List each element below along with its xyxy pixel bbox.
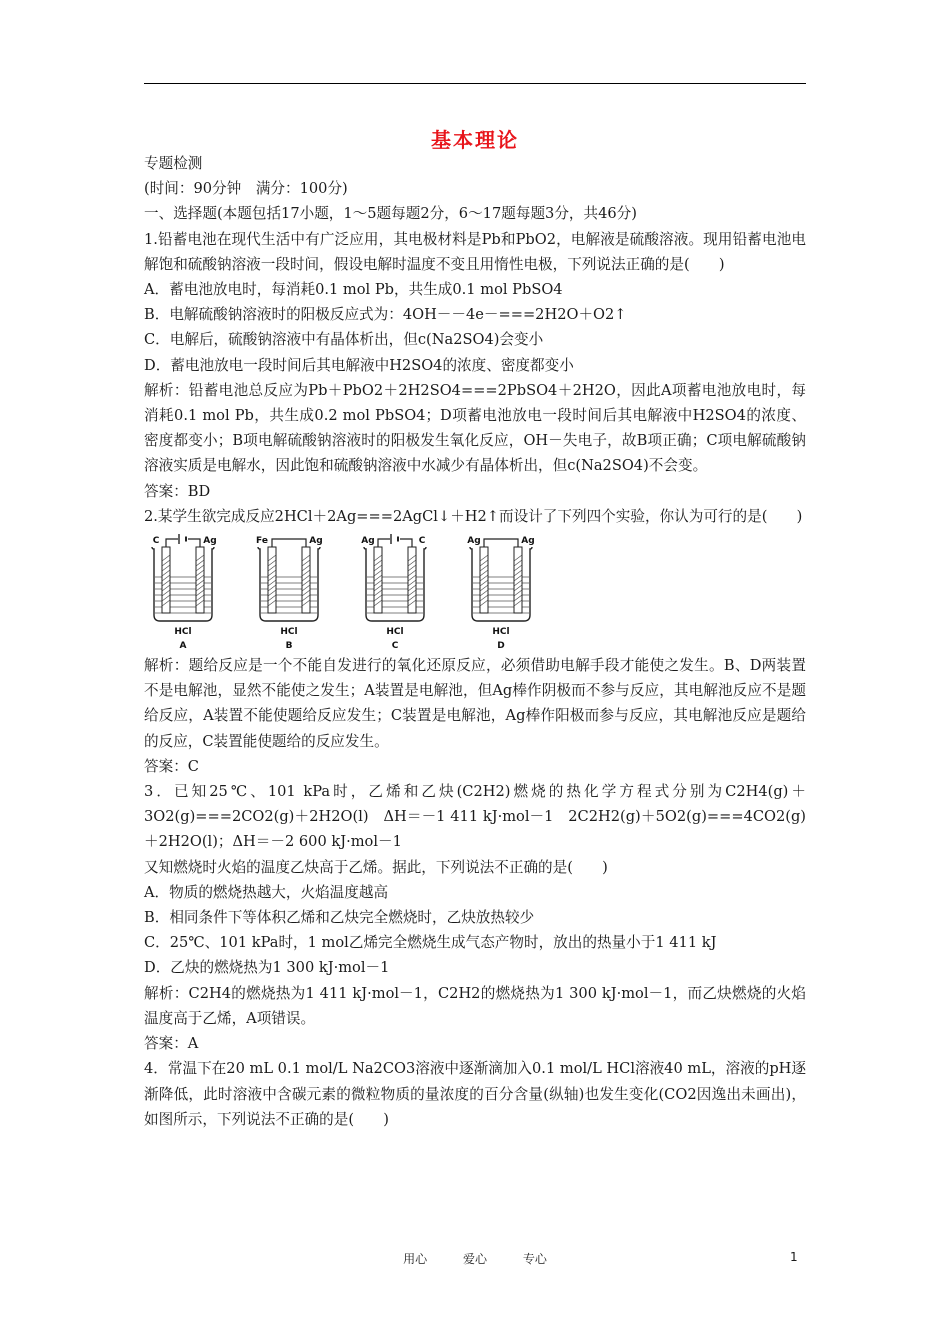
solution-label: HCl xyxy=(280,627,298,638)
q3-option-b: B．相同条件下等体积乙烯和乙炔完全燃烧时，乙炔放热较少 xyxy=(144,909,535,927)
apparatus-figure-b xyxy=(250,533,328,651)
q3-answer: 答案：A xyxy=(144,1035,199,1053)
time-score-line: (时间：90分钟 满分：100分) xyxy=(144,180,348,198)
beaker xyxy=(470,547,532,621)
q3-stem-continued: 又知燃烧时火焰的温度乙炔高于乙烯。据此，下列说法不正确的是( ) xyxy=(144,858,608,876)
section-heading: 一、选择题(本题包括17小题，1～5题每题2分，6～17题每题3分，共46分) xyxy=(144,205,637,223)
right-electrode-label: Ag xyxy=(521,536,535,547)
figure-letter: D xyxy=(497,641,505,652)
footer-word-3: 专心 xyxy=(522,1252,547,1266)
q2-figures xyxy=(144,533,806,651)
footer-word-1: 用心 xyxy=(403,1252,428,1266)
q3-analysis: 解析：C2H4的燃烧热为1 411 kJ·mol－1，C2H2的燃烧热为1 300 kJ·mol－1，而乙炔燃烧的火焰温度高于乙烯，A项错误。 xyxy=(144,984,806,1027)
left-electrode-label: Fe xyxy=(256,536,268,547)
left-electrode-label: Ag xyxy=(467,536,481,547)
q3-stem: 3．已知25℃、101 kPa时，乙烯和乙炔(C2H2)燃烧的热化学方程式分别为C2H4(g)＋3O2(g)===2CO2(g)＋2H2O(l) ΔH＝－1 411 kJ·mol－1 2C2H2(g)＋5O2(g)===4CO2(g)＋2H2O(l)；ΔH＝－2 600 kJ·mol－1 xyxy=(144,783,806,851)
q1-option-b: B．电解硫酸钠溶液时的阳极反应式为：4OH－－4e－===2H2O＋O2↑ xyxy=(144,306,627,324)
q3-option-c: C．25℃、101 kPa时，1 mol乙烯完全燃烧生成气态产物时，放出的热量小于1 411 kJ xyxy=(144,934,717,952)
page-title: 基本理论 xyxy=(431,128,519,152)
header-rule xyxy=(144,83,806,84)
q1-stem: 1.铅蓄电池在现代生活中有广泛应用，其电极材料是Pb和PbO2，电解液是硫酸溶液。现用铅蓄电池电解饱和硫酸钠溶液一段时间，假设电解时温度不变且用惰性电极，下列说法正确的是( ) xyxy=(144,230,806,273)
footer-word-2: 爱心 xyxy=(462,1252,487,1266)
page-number: 1 xyxy=(790,1250,798,1264)
q2-answer: 答案：C xyxy=(144,757,199,775)
q4-stem: 4．常温下在20 mL 0.1 mol/L Na2CO3溶液中逐渐滴加入0.1 mol/L HCl溶液40 mL，溶液的pH逐渐降低，此时溶液中含碳元素的微粒物质的量浓度的百分含量(纵轴)也发生变化(CO2因逸出未画出)，如图所示，下列说法不正确的是( ) xyxy=(144,1060,806,1128)
q1-analysis: 解析：铅蓄电池总反应为Pb＋PbO2＋2H2SO4===2PbSO4＋2H2O，因此A项蓄电池放电时，每消耗0.1 mol Pb，共生成0.2 mol PbSO4；D项蓄电池放电一段时间后其电解液中H2SO4的浓度、密度都变小；B项电解硫酸钠溶液时的阳极发生氧化反应，OH－失电子，故B项正确；C项电解硫酸钠溶液实质是电解水，因此饱和硫酸钠溶液中水减少有晶体析出，但c(Na2SO4)不会变。 xyxy=(144,381,806,475)
right-electrode-label: Ag xyxy=(203,536,217,547)
beaker xyxy=(364,547,426,621)
q1-option-c: C．电解后，硫酸钠溶液中有晶体析出，但c(Na2SO4)会变小 xyxy=(144,331,544,349)
wire xyxy=(484,539,518,547)
wire xyxy=(166,539,200,547)
beaker xyxy=(152,547,214,621)
figure-letter: C xyxy=(391,641,399,652)
right-electrode-label: C xyxy=(418,536,426,547)
left-electrode-label: Ag xyxy=(361,536,375,547)
apparatus-figure-c xyxy=(356,533,434,651)
q1-option-d: D．蓄电池放电一段时间后其电解液中H2SO4的浓度、密度都变小 xyxy=(144,356,574,374)
q1-option-a: A．蓄电池放电时，每消耗0.1 mol Pb，共生成0.1 mol PbSO4 xyxy=(144,281,563,299)
wire xyxy=(378,539,412,547)
q3-option-d: D．乙炔的燃烧热为1 300 kJ·mol－1 xyxy=(144,959,390,977)
q1-answer: 答案：BD xyxy=(144,482,211,500)
solution-label: HCl xyxy=(386,627,404,638)
q3-option-a: A．物质的燃烧热越大，火焰温度越高 xyxy=(144,883,389,901)
figure-letter: A xyxy=(179,641,187,652)
apparatus-figure-a xyxy=(144,533,222,651)
solution-label: HCl xyxy=(174,627,192,638)
q2-stem: 2.某学生欲完成反应2HCl＋2Ag===2AgCl↓＋H2↑而设计了下列四个实验，你认为可行的是( ) xyxy=(144,507,803,525)
document-body xyxy=(144,151,806,1132)
beaker xyxy=(258,547,320,621)
solution-label: HCl xyxy=(492,627,510,638)
apparatus-figure-d xyxy=(462,533,540,651)
right-electrode-label: Ag xyxy=(309,536,323,547)
page-footer xyxy=(0,1250,950,1267)
left-electrode-label: C xyxy=(152,536,160,547)
q2-analysis: 解析：题给反应是一个不能自发进行的氧化还原反应，必须借助电解手段才能使之发生。B、D两装置不是电解池，显然不能使之发生；A装置是电解池，但Ag棒作阴极而不参与反应，其电解池反应不是题给反应，A装置不能使题给反应发生；C装置是电解池，Ag棒作阳极而参与反应，其电解池反应是题给的反应，C装置能使题给的反应发生。 xyxy=(144,657,806,750)
figure-letter: B xyxy=(285,641,293,652)
section-label: 专题检测 xyxy=(144,155,203,172)
wire xyxy=(272,539,306,547)
